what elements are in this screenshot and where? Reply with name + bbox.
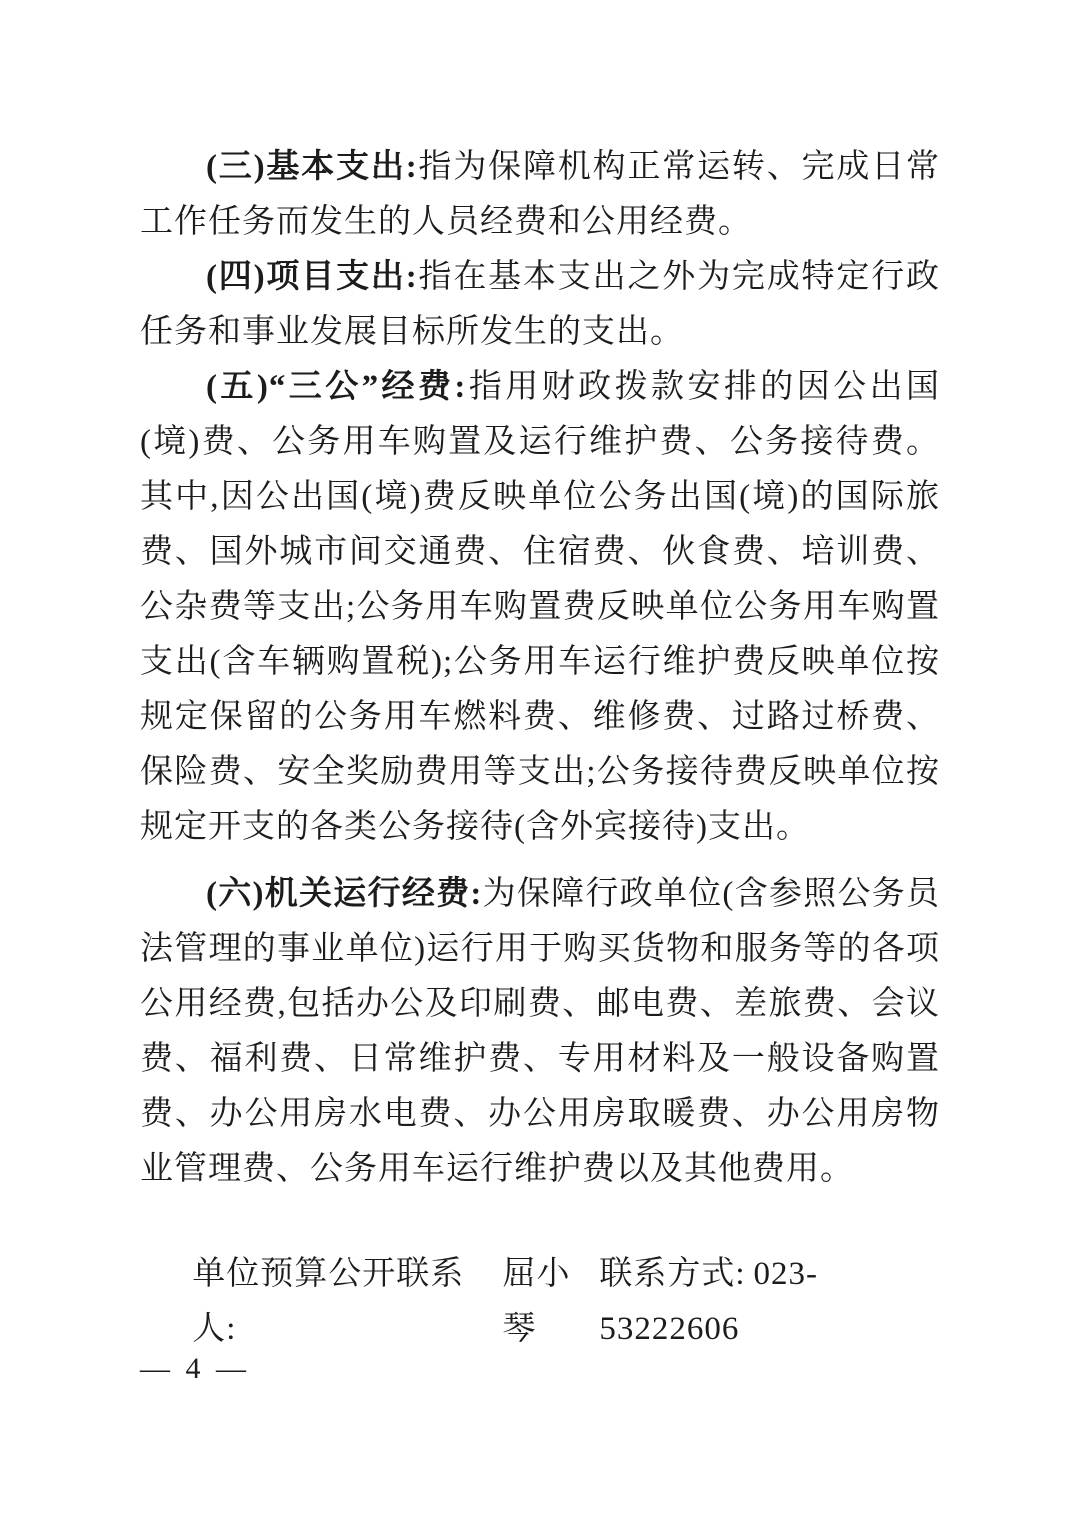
contact-person-name: 屈小琴 bbox=[502, 1256, 571, 1347]
contact-phone-label: 联系方式: bbox=[599, 1256, 746, 1292]
paragraph-basic-expenditure bbox=[140, 140, 940, 250]
contact-line bbox=[140, 1247, 940, 1357]
document-body bbox=[140, 140, 940, 1357]
paragraph-project-expenditure-text: 指在基本支出之外为完成特定行政任务和事业发展目标所发生的支出。 bbox=[140, 259, 941, 350]
paragraph-project-expenditure bbox=[140, 250, 940, 360]
contact-person-label: 单位预算公开联系人: bbox=[192, 1256, 465, 1347]
paragraph-three-public-funds-label: (五)“三公”经费: bbox=[206, 369, 467, 405]
paragraph-agency-operating-funds-text: 为保障行政单位(含参照公务员法管理的事业单位)运行用于购买货物和服务等的各项公用经费,包括办公及印刷费、邮电费、差旅费、会议费、福利费、日常维护费、专用材料及一般设备购置费、办公用房水电费、办公用房取暖费、办公用房物业管理费、公务用车运行维护费以及其他费用。 bbox=[140, 876, 940, 1187]
contact-phone-group bbox=[599, 1247, 940, 1357]
page-number: — 4 — bbox=[140, 1352, 250, 1385]
contact-phone-number: 023-53222606 bbox=[599, 1256, 819, 1347]
paragraph-agency-operating-funds-label: (六)机关运行经费: bbox=[206, 876, 483, 912]
paragraph-agency-operating-funds bbox=[140, 867, 940, 1197]
paragraph-project-expenditure-label: (四)项目支出: bbox=[206, 259, 418, 295]
paragraph-basic-expenditure-label: (三)基本支出: bbox=[206, 149, 418, 185]
paragraph-basic-expenditure-text: 指为保障机构正常运转、完成日常工作任务而发生的人员经费和公用经费。 bbox=[140, 149, 941, 240]
paragraph-three-public-funds bbox=[140, 360, 940, 855]
paragraph-three-public-funds-text: 指用财政拨款安排的因公出国(境)费、公务用车购置及运行维护费、公务接待费。其中,因公出国(境)费反映单位公务出国(境)的国际旅费、国外城市间交通费、住宿费、伙食费、培训费、公杂费等支出;公务用车购置费反映单位公务用车购置支出(含车辆购置税);公务用车运行维护费反映单位按规定保留的公务用车燃料费、维修费、过路过桥费、保险费、安全奖励费用等支出;公务接待费反映单位按规定开支的各类公务接待(含外宾接待)支出。 bbox=[140, 369, 941, 845]
